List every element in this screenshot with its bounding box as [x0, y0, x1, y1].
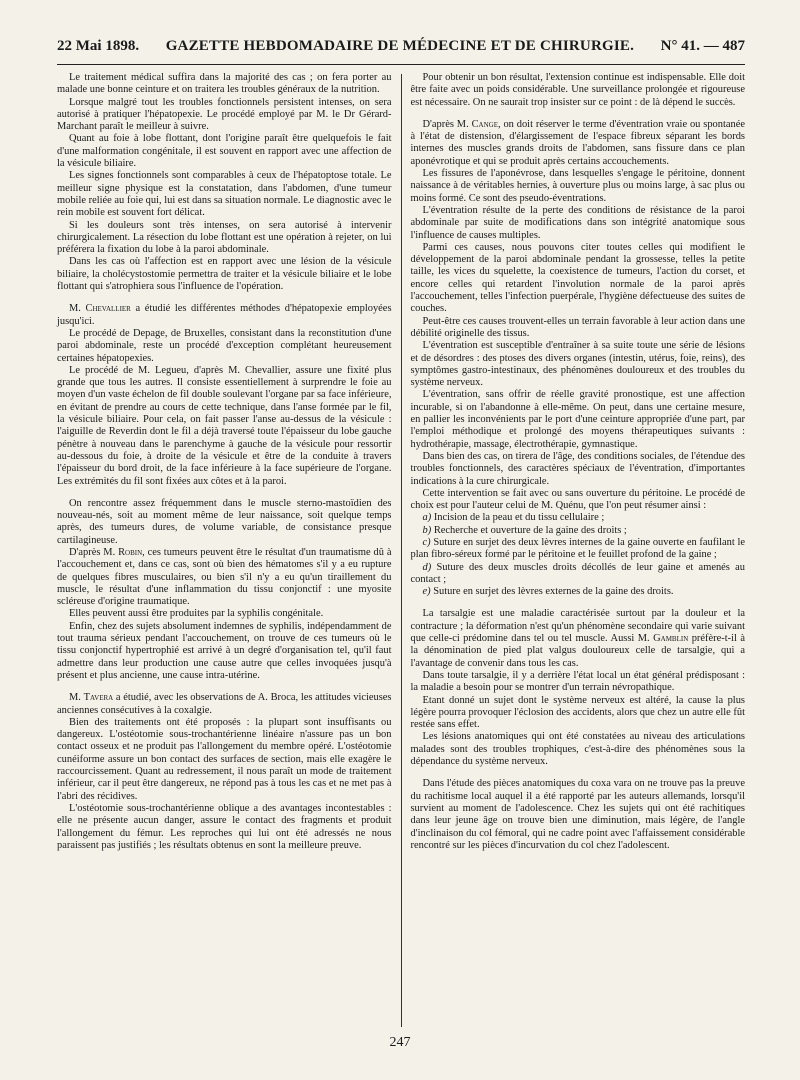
paragraph: [57, 717, 392, 803]
paragraph-text: Le procédé de Depage, de Bruxelles, consistant dans la reconstitution d'une paroi abdominale, reste un procédé d'exception complétant heureusement certaines hépatopexies.: [57, 327, 392, 364]
paragraph-text: On rencontre assez fréquemment dans le muscle sterno-mastoïdien des nouveau-nés, soit au moment même de leur naissance, soit quelque temps après, des tumeurs dures, de volume variable, de consistance presque cartilagineuse.: [57, 497, 392, 546]
left-column: [57, 72, 401, 1027]
header-rule: [57, 64, 745, 65]
list-marker: d): [422, 561, 432, 573]
paragraph-text: Peut-être ces causes trouvent-elles un terrain favorable à leur action dans une débilité originelle des tissus.: [410, 315, 745, 339]
paragraph-text: L'éventration résulte de la perte des conditions de résistance de la paroi abdominale par suite de modifications dans son intégrité anatomique sous l'influence de causes multiples.: [410, 204, 745, 241]
paragraph-text: Bien des traitements ont été proposés : la plupart sont insuffisants ou dangereux. L'ostéotomie sous-trochantérienne linéaire n'assure pas un bon contact osseux et ne produit pas l'allongement du membre opéré. L'ostéotomie cunéiforme assure un bon contact des surfaces de section, mais elle exagère le raccourcissement. Quant au redressement, il nous paraît un mode de traitement inférieur, car il peut être dangereux, ne répond pas à tous les cas et ne met pas à l'abri des récidives.: [57, 716, 392, 802]
paragraph: [57, 97, 392, 134]
list-marker: c): [422, 536, 431, 548]
paragraph: [411, 731, 746, 768]
author-name: Chevallier: [85, 303, 131, 315]
text-run: préfère-t-il à la dénomination de pied plat valgus douloureux celle de tarsalgie, qui a l'avantage de convenir dans tous les cas.: [410, 633, 745, 669]
list-item: [411, 562, 746, 587]
paragraph-text: La tarsalgie est une maladie caractérisée surtout par la douleur et la contracture ; la déformation n'est qu'un phénomène secondaire qui varie suivant que celle-ci prédomine dans tel ou tel muscle. Aussi M.: [410, 608, 745, 645]
text-run: M.: [69, 692, 84, 704]
paragraph: [411, 389, 746, 450]
paragraph: [411, 316, 746, 341]
paragraph: [57, 256, 392, 293]
header-date: 22 Mai 1898.: [57, 38, 140, 54]
paragraph-text: Cette intervention se fait avec ou sans ouverture du péritoine. Le procédé de choix est pour l'auteur celui de M. Quénu, que l'on peut résumer ainsi :: [410, 487, 745, 512]
article-body: [57, 72, 745, 1027]
paragraph: [57, 803, 392, 852]
paragraph-text: Les lésions anatomiques qui ont été constatées au niveau des articulations malades sont des troubles trophiques, c'est-à-dire des phénomènes sous la dépendance du système nerveux.: [410, 731, 745, 768]
list-marker: e): [422, 586, 431, 598]
paragraph-text: Si les douleurs sont très intenses, on sera autorisé à intervenir chirurgicalement. La résection du lobe flottant est une opération à rejeter, on lui préférera la fixation du lobe à la paroi abdominale.: [57, 219, 392, 256]
paragraph-text: Parmi ces causes, nous pouvons citer toutes celles qui modifient le développement de la paroi abdominale pendant la grossesse, telles la petite taille, les vices du squelette, la coexistence de tumeurs, l'action du corset, et encore celles qui retardent l'involution normale de la paroi après l'accouchement, telles l'infection puerpérale, l'hygiène défectueuse des suites de couches.: [410, 241, 745, 315]
paragraph-text: , on doit réserver le terme d'éventration vraie ou spontanée à l'état de distension, d'élargissement de l'espace fibreux séparant les bords internes des muscles grands droits de l'abdomen, sans fissure dans ce plan aponévrotique et qui se produit après certains accouchements.: [410, 118, 745, 167]
paragraph-text: Quant au foie à lobe flottant, dont l'origine paraît être quelquefois le fait d'une malformation congénitale, il est souvent en rapport avec une affection de la vésicule biliaire.: [57, 133, 392, 170]
author-name: Robin: [118, 546, 143, 558]
paragraph: [411, 778, 746, 852]
paragraph: [411, 608, 746, 669]
paragraph: [57, 170, 392, 219]
paragraph-text: Dans les cas où l'affection est en rapport avec une lésion de la vésicule biliaire, la cholécystostomie permettra de traiter et la vésicule biliaire et le lobe flottant qui s'atrophiera sous l'influence de l'opération.: [57, 256, 392, 293]
paragraph-text: Elles peuvent aussi être produites par la syphilis congénitale.: [69, 608, 324, 620]
paragraph-text: L'éventration, sans offrir de réelle gravité pronostique, est une affection incurable, si on l'abandonne à elle-même. On peut, dans une certaine mesure, en pallier les inconvénients par le port d'une ceinture appropriée d'une part, par l'emploi méthodique et prolongé des moyens thérapeutiques suivants : hydrothérapie, massage, électrothérapie, gymnastique.: [410, 389, 745, 450]
journal-title: GAZETTE HEBDOMADAIRE DE MÉDECINE ET DE CHIRURGIE.: [165, 38, 635, 54]
paragraph-text: Suture en surjet des deux lèvres internes de la gaine ouverte en faufilant le plan fibro-séreux formé par le péritoine et le feuillet profond de la gaine ;: [410, 536, 745, 561]
issue-page-number: N° 41. — 487: [660, 38, 745, 54]
paragraph-text: Pour obtenir un bon résultat, l'extension continue est indispensable. Elle doit être faite avec un poids considérable. Une surveillance prolongée et rigoureuse est nécessaire. On ne saurait trop insister sur ce point : de là dépend le succès.: [410, 72, 745, 108]
paragraph-text: Le procédé de M. Legueu, d'après M. Chevallier, assure une fixité plus grande que tous les autres. Il consiste essentiellement à surprendre le foie au moyen d'un vaste échelon de fil double soulevant l'organe par sa face inférieure, en évitant de prendre au cours de cette technique, dans l'anse formée par le fil, la vésicule biliaire. Pour cela, on fait passer l'anse au-dessus de la vésicule : l'aiguille de Reverdin dont le fil a déjà traversé toute l'épaisseur du lobe gauche pénètre à nouveau dans le parenchyme à gauche de la vésicule pour ressortir au-dessous du foie, à droite de la vésicule et être de la conduite à travers l'épaisseur du bord droit, de la face inférieure à la face supérieure de l'organe. Les extrémités du fil sont fixées aux côtes et à la paroi.: [57, 364, 392, 487]
paragraph: [57, 72, 392, 97]
page-footer-number: 247: [389, 1035, 411, 1050]
paragraph: [57, 608, 392, 620]
paragraph-text: Dans bien des cas, on tirera de l'âge, des conditions sociales, de l'étendue des troubles fonctionnels, des caractères spéciaux de l'éventration, d'importantes indications à la cure chirurgicale.: [410, 450, 745, 487]
paragraph-text: Lorsque malgré tout les troubles fonctionnels persistent intenses, on sera autorisé à pratiquer l'hépatopexie. Le procédé employé par M. le Dr Gérard-Marchant paraît le meilleur à suivre.: [57, 96, 392, 133]
running-header: [57, 38, 745, 62]
list-item: [411, 512, 746, 524]
paragraph: [411, 695, 746, 732]
paragraph: [57, 133, 392, 170]
paragraph: [57, 220, 392, 257]
paragraph-text: L'éventration est susceptible d'entraîner à sa suite toute une série de lésions et de désordres : des ptoses des divers organes (intestin, utérus, foie, reins), des symptômes gastro-intestinaux, des phénomènes douloureux et des troubles du système nerveux.: [410, 340, 745, 389]
paragraph: [411, 451, 746, 488]
paragraph-text: Suture des deux muscles droits décollés de leur gaine et amenés au contact ;: [410, 561, 745, 585]
author-name: Tavera: [83, 692, 114, 704]
paragraph-text: Le traitement médical suffira dans la majorité des cas ; on fera porter au malade une bonne ceinture et on traitera les troubles généraux de la nutrition.: [57, 72, 392, 96]
paragraph: [57, 303, 392, 328]
paragraph-text: Incision de la peau et du tissu cellulaire ;: [431, 512, 605, 524]
paragraph: [411, 119, 746, 168]
paragraph-text: Dans toute tarsalgie, il y a derrière l'état local un état général prédisposant : la maladie a besoin pour se montrer d'un terrain névropathique.: [410, 669, 745, 694]
paragraph-text: a étudié les différentes méthodes d'hépatopexie employées jusqu'ici.: [57, 303, 392, 327]
paragraph: [411, 670, 746, 695]
text-run: D'après M.: [69, 546, 119, 558]
list-item: [411, 537, 746, 562]
paragraph-text: Les signes fonctionnels sont comparables à ceux de l'hépatoptose totale. Le meilleur signe physique est la constatation, dans l'abdomen, d'une tumeur mobile reliée au foie qui, lui est dans sa situation normale. Le diagnostic avec le rein mobile est souvent fort délicat.: [57, 170, 392, 219]
paragraph-text: Dans l'étude des pièces anatomiques du coxa vara on ne trouve pas la preuve du rachitisme local auquel il a été rapporté par les auteurs allemands, lorsqu'il survient au moment de l'adolescence. Chez les sujets qui ont été rachitiques dans leur jeune âge on trouve bien une diminution, mais légère, de l'angle d'inclinaison du col fémoral, qui ne cadre point avec l'affaissement considérable rencontré sur les pièces d'incurvation du col chez l'adolescent.: [410, 778, 745, 851]
paragraph: [411, 242, 746, 316]
paragraph: [411, 340, 746, 389]
paragraph-text: , ces tumeurs peuvent être le résultat d'un traumatisme dû à l'accouchement et, dans ce cas, sont où bien des hématomes s'il y a eu rupture de quelques fibres musculaires, ou bien s'il n'y a eu qu'un tiraillement du muscle, le résultat d'une inflammation du tissu conjonctif : une myosite scléreuse d'origine traumatique.: [57, 546, 392, 608]
text-run: M.: [69, 303, 86, 315]
list-marker: b): [422, 524, 432, 536]
paragraph-text: Recherche et ouverture de la gaine des droits ;: [431, 524, 627, 536]
text-run: D'après M.: [422, 118, 472, 130]
paragraph: [57, 328, 392, 365]
right-column: [402, 72, 746, 1027]
list-marker: a): [422, 512, 432, 524]
paragraph: [57, 692, 392, 717]
author-name: Cange: [471, 118, 498, 130]
paragraph: [411, 205, 746, 242]
paragraph-text: a étudié, avec les observations de A. Broca, les attitudes vicieuses anciennes consécutives à la coxalgie.: [57, 692, 392, 716]
paragraph-text: Suture en surjet des lèvres externes de la gaine des droits.: [430, 586, 674, 598]
paragraph: [411, 168, 746, 205]
paragraph-text: Les fissures de l'aponévrose, dans lesquelles s'engage le péritoine, donnent naissance à de véritables hernies, à ouverture plus ou moins large, à sac plus ou moins formé. Ce sont des pseudo-éventrations.: [410, 168, 745, 204]
paragraph: [57, 365, 392, 488]
paragraph-text: Enfin, chez des sujets absolument indemnes de syphilis, indépendamment de tout trauma sérieux pendant l'accouchement, on trouve de ces tumeurs où le tissu conjonctif hypertrophié est arrivé à un degré d'organisation tel, qu'il faut admettre dans leur production une cause autre que celles invoquées jusqu'à présent et plus ancienne, une cause intra-utérine.: [57, 620, 392, 681]
paragraph: [57, 621, 392, 682]
paragraph-text: Etant donné un sujet dont le système nerveux est altéré, la cause la plus légère pourra provoquer l'éclosion des accidents, alors que chez un autre elle fût restée sans effet.: [410, 694, 745, 731]
paragraph: [411, 488, 746, 513]
list-item: [411, 525, 746, 537]
paragraph: [57, 498, 392, 547]
author-name: Gamblin: [653, 633, 689, 645]
list-item: [411, 586, 746, 598]
paragraph: [411, 72, 746, 109]
paragraph-text: L'ostéotomie sous-trochantérienne oblique a des avantages incontestables : elle ne présente aucun danger, assure le contact des fragments et produit l'allongement du fémur. Les reproches qui lui ont été adressés ne nous paraissent pas justifiés ; les résultats obtenus en sont la meilleure preuve.: [57, 802, 392, 851]
paragraph: [57, 547, 392, 608]
